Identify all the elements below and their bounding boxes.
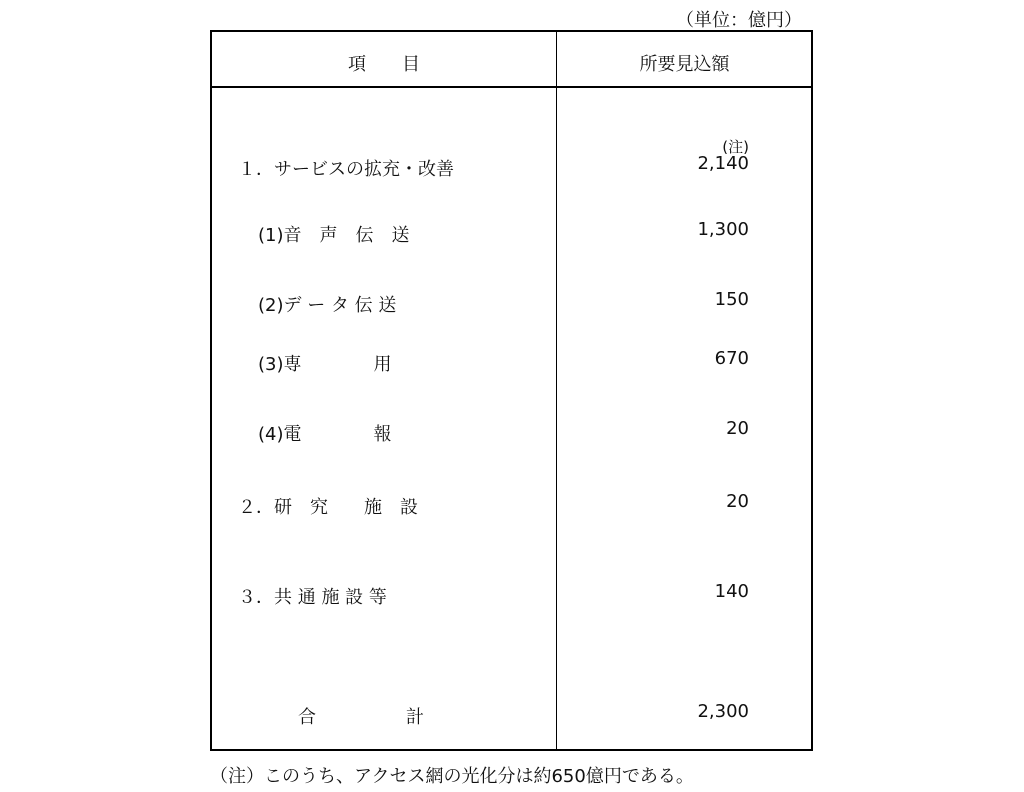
row-value-data: 150: [714, 289, 749, 310]
row-value-voice: 1,300: [697, 219, 749, 240]
note-marker: (注): [722, 138, 749, 156]
budget-table: [210, 30, 813, 751]
row-value-common: 140: [714, 581, 749, 602]
row-label-common: ３．共 通 施 設 等: [238, 587, 387, 608]
row-label-research: ２．研 究 施 設: [238, 497, 418, 518]
header-divider: [212, 86, 811, 88]
row-label-dedicated: (3)専 用: [258, 354, 392, 375]
row-value-dedicated: 670: [714, 348, 749, 369]
row-value-total: 2,300: [697, 701, 749, 722]
row-label-telegram: (4)電 報: [258, 424, 392, 445]
row-value-telegram: 20: [726, 418, 749, 439]
header-item: 項 目: [348, 54, 420, 75]
row-label-total: 合 計: [298, 707, 424, 728]
header-amount: 所要見込額: [639, 54, 730, 75]
unit-label: （単位：億円）: [676, 10, 802, 31]
row-value-service: 2,140: [697, 153, 749, 174]
row-label-data: (2)デ ー タ 伝 送: [258, 295, 397, 316]
column-divider: [556, 32, 557, 749]
footnote: （注）このうち、アクセス網の光化分は約650億円である。: [210, 766, 694, 787]
row-label-voice: (1)音 声 伝 送: [258, 225, 410, 246]
row-label-service: １．サービスの拡充・改善: [238, 159, 454, 180]
row-value-research: 20: [726, 491, 749, 512]
